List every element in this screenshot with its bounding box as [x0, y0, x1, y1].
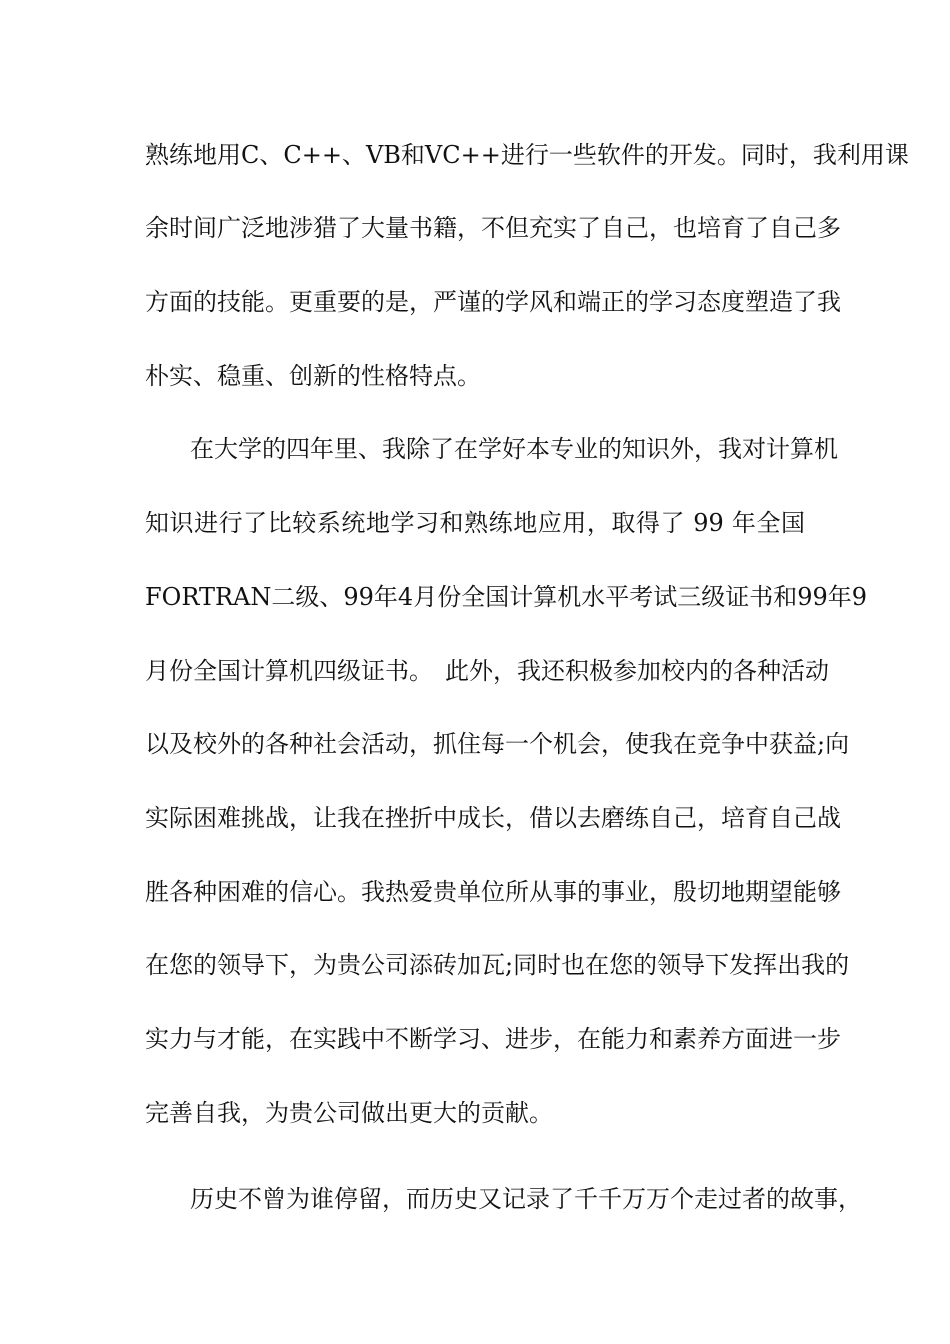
paragraph-line-3: 方面的技能。更重要的是，严谨的学风和端正的学习态度塑造了我 [145, 288, 841, 316]
paragraph-line-2: 余时间广泛地涉猎了大量书籍，不但充实了自己，也培育了自己多 [145, 214, 841, 242]
paragraph-line-6: 知识进行了比较系统地学习和熟练地应用，取得了 99 年全国 [145, 509, 805, 537]
paragraph-line-4: 朴实、稳重、创新的性格特点。 [145, 362, 481, 390]
paragraph-line-8: 月份全国计算机四级证书。 此外，我还积极参加校内的各种活动 [145, 657, 829, 685]
paragraph-line-11: 胜各种困难的信心。我热爱贵单位所从事的事业，殷切地期望能够 [145, 878, 841, 906]
paragraph-line-1: 熟练地用C、C++、VB和VC++进行一些软件的开发。同时，我利用课 [145, 141, 909, 169]
paragraph-line-15: 历史不曾为谁停留，而历史又记录了千千万万个走过者的故事， [190, 1185, 862, 1213]
paragraph-line-12: 在您的领导下，为贵公司添砖加瓦;同时也在您的领导下发挥出我的 [145, 951, 850, 979]
paragraph-line-7: FORTRAN二级、99年4月份全国计算机水平考试三级证书和99年9 [145, 583, 868, 611]
paragraph-line-10: 实际困难挑战，让我在挫折中成长，借以去磨练自己，培育自己战 [145, 804, 841, 832]
paragraph-line-13: 实力与才能，在实践中不断学习、进步，在能力和素养方面进一步 [145, 1025, 841, 1053]
paragraph-line-5: 在大学的四年里、我除了在学好本专业的知识外，我对计算机 [190, 435, 838, 463]
paragraph-line-14: 完善自我，为贵公司做出更大的贡献。 [145, 1099, 553, 1127]
paragraph-line-9: 以及校外的各种社会活动，抓住每一个机会，使我在竞争中获益;向 [145, 730, 850, 758]
